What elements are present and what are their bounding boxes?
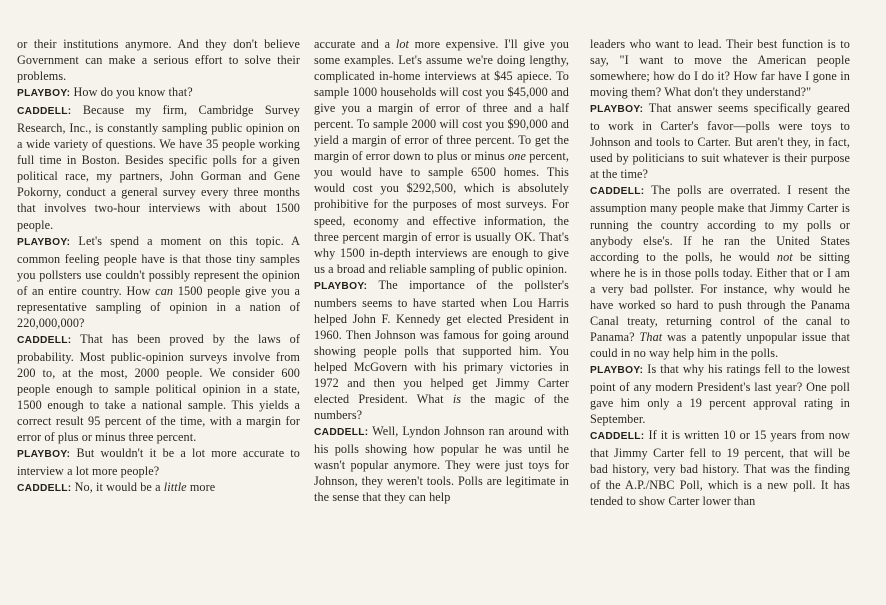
paragraph (17, 331, 300, 445)
paragraph (17, 445, 300, 479)
text-column-1 (17, 36, 300, 497)
paragraph (590, 361, 850, 427)
paragraph (17, 36, 300, 84)
body-text: Because my firm, Cambridge Survey Research, Inc., is constantly sampling public opinion on a wide variety of questions. We have 35 people working full time in Boston. Besides specific polls for a given political race, my partners, John Gorman and Gene Pokorny, conduct a general survey every three months that involves two-hour interviews with about 1500 people. (17, 103, 300, 232)
body-text: Well, Lyndon Johnson ran around with his polls showing how popular he was until he wasn't popular anymore. They were just toys for Johnson, they weren't tools. Polls are legitimate in the sense that they can help (314, 424, 569, 505)
body-text: was a patently unpopular issue that could in no way help him in the polls. (590, 329, 850, 360)
body-text: 1500 people give you a representative sampling of opinion in a nation of 220,000,000? (17, 283, 300, 330)
speaker-label: PLAYBOY: (590, 104, 644, 116)
body-text: How do you know that? (70, 85, 193, 100)
text-column-3 (590, 36, 850, 509)
paragraph (590, 427, 850, 509)
body-text: be sitting where he is in those polls today. Either that or I am a very bad pollster. For instance, why would he have worked so hard to push through the Panama Canal treaty, returning control of the canal to Panama? (590, 249, 850, 344)
speaker-label: CADDELL: (17, 334, 72, 346)
speaker-label: PLAYBOY: (17, 449, 71, 461)
body-text: The polls are overrated. I resent the assumption many people make that Jimmy Carter is running the country according to my polls or anybody else's. If he ran the United States according to the polls, he would (590, 183, 850, 264)
body-text: The importance of the pollster's numbers seems to have started when Lou Harris helped John F. Kennedy get elected President in 1960. Then Johnson was famous for going around showing people polls that supported him. You helped McGovern with his primary victories in 1972 and then you helped get Jimmy Carter elected President. What (314, 277, 569, 407)
speaker-label: CADDELL: (17, 483, 72, 495)
body-text: the magic of the numbers? (314, 392, 569, 423)
emphasis-text: can (155, 283, 174, 298)
body-text: That has been proved by the laws of probability. Most public-opinion surveys involve from 200 to, at the most, 2000 people. We consider 600 people enough to sample political opinion in a state, 1500 enough to take a national sample. This yields a correct result 95 percent of the time, with a margin for error of plus or minus three percent. (17, 331, 300, 445)
paragraph (314, 36, 569, 277)
paragraph (17, 102, 300, 232)
text-column-2 (314, 36, 569, 505)
speaker-label: PLAYBOY: (17, 88, 71, 100)
body-text: Is that why his ratings fell to the lowest point of any modern President's last year? One poll gave him only a 19 percent approval rating in September. (590, 361, 850, 427)
body-text: leaders who want to lead. Their best function is to say, "I want to move the American people somewhere; how do I do it? How far have I gone in moving them? What don't they understand?" (590, 37, 850, 100)
speaker-label: PLAYBOY: (17, 236, 71, 248)
speaker-label: CADDELL: (17, 106, 72, 118)
paragraph (17, 479, 300, 497)
emphasis-text: is (452, 392, 462, 407)
paragraph (314, 277, 569, 423)
body-text: Let's spend a moment on this topic. A common feeling people have is that those tiny samples you pollsters use couldn't possibly represent the opinion of an entire country. How (17, 233, 300, 298)
paragraph (314, 423, 569, 505)
emphasis-text: little (163, 480, 187, 495)
paragraph (17, 84, 300, 102)
emphasis-text: That (639, 329, 663, 344)
emphasis-text: not (776, 249, 793, 264)
speaker-label: CADDELL: (314, 427, 369, 439)
body-text: more (186, 480, 216, 495)
emphasis-text: lot (395, 37, 409, 51)
paragraph (17, 233, 300, 331)
speaker-label: CADDELL: (590, 186, 645, 198)
body-text: That answer seems specifically geared to work in Carter's favor—polls were toys to Johnson and tools to Carter. But aren't they, in fact, used by politicians to suit whatever is their purpose at the time? (590, 101, 850, 182)
body-text: If it is written 10 or 15 years from now that Jimmy Carter fell to 19 percent, that will be bad history, very bad history. That was the finding of the A.P./NBC Poll, which is a new poll. It has tended to show Carter lower than (590, 428, 850, 509)
body-text: accurate and a (314, 37, 396, 51)
paragraph (590, 182, 850, 361)
body-text: No, it would be a (71, 480, 164, 495)
speaker-label: PLAYBOY: (314, 280, 368, 292)
body-text: more expensive. I'll give you some examples. Let's assume we're doing lengthy, complicated in-home interviews at $45 apiece. To sample 1000 households will cost you $45,000 and give you a margin of error of three and a half percent. To sample 2000 will cost you $90,000 and yield a margin of error of three percent. To get the margin of error down to plus or minus (314, 37, 569, 164)
paragraph (590, 100, 850, 182)
body-text: or their institutions anymore. And they don't believe Government can make a serious effort to solve their problems. (17, 37, 300, 84)
emphasis-text: one (508, 149, 527, 164)
paragraph (590, 36, 850, 100)
body-text: But wouldn't it be a lot more accurate to interview a lot more people? (17, 446, 300, 479)
speaker-label: PLAYBOY: (590, 364, 644, 376)
body-text: percent, you would have to sample 6500 homes. This would cost you $292,500, which is absolutely prohibitive for the purposes of most surveys. For speed, economy and effective information, the three percent margin of error is usually OK. That's why 1500 in-depth interviews are enough to give us a broad and reliable sampling of public opinion. (314, 149, 569, 276)
speaker-label: CADDELL: (590, 431, 645, 443)
